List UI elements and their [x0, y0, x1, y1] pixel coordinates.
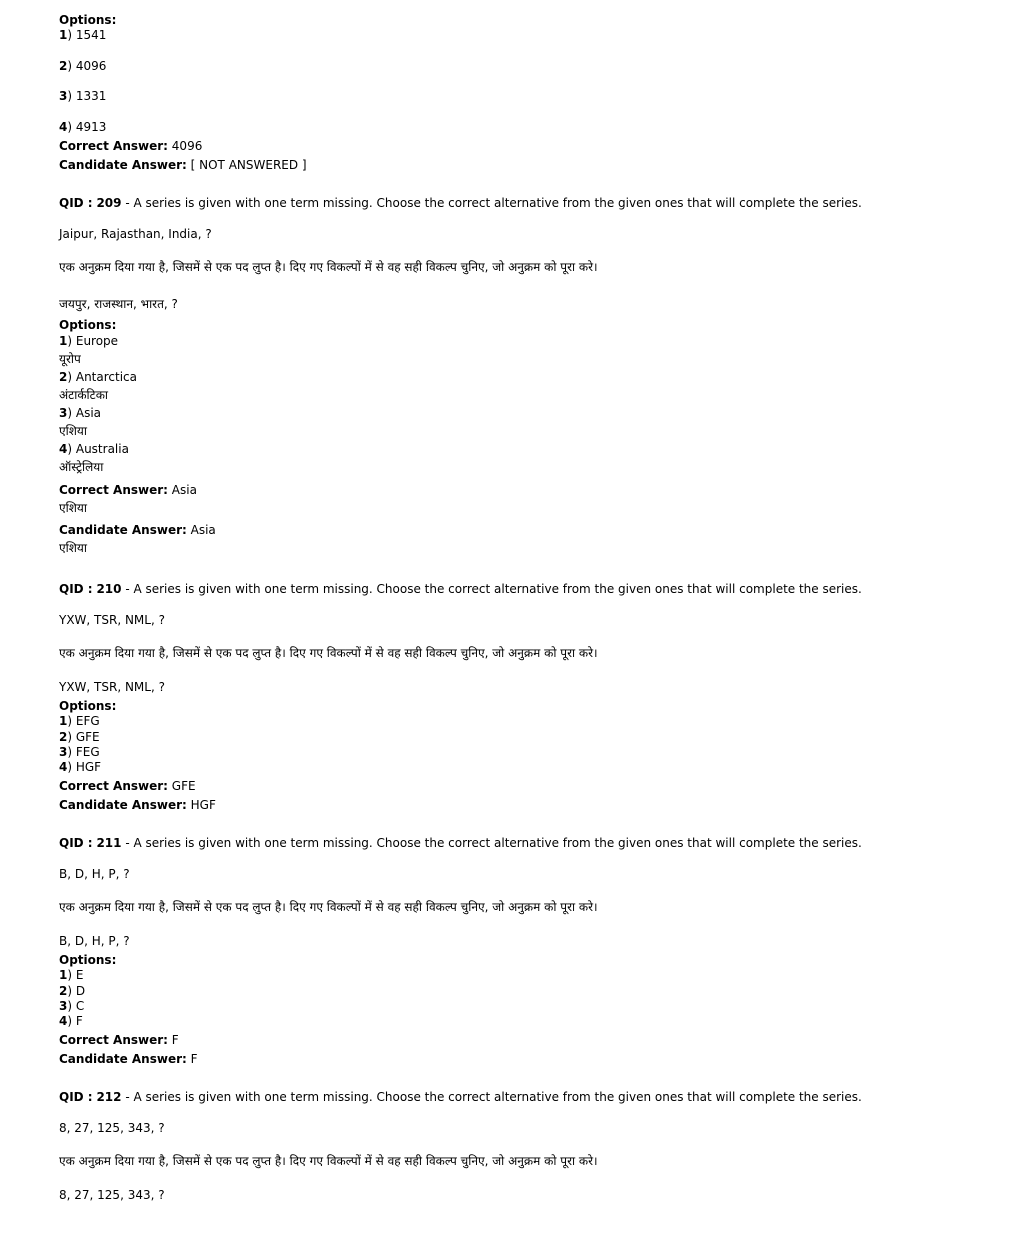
correct-answer-label: Correct Answer:	[59, 483, 168, 497]
correct-answer-value: GFE	[171, 779, 196, 793]
option-text: C	[75, 999, 85, 1013]
option-text: 1541	[75, 28, 107, 42]
option-text-hi: यूरोप	[59, 352, 81, 366]
correct-answer	[59, 483, 197, 498]
series-en: B, D, H, P, ?	[59, 867, 130, 881]
qid-number: 212	[96, 1090, 122, 1104]
options-label: Options:	[59, 953, 117, 967]
option-text: FEG	[75, 745, 100, 759]
option-item: 3) FEG	[59, 745, 100, 759]
option-number: 1	[59, 714, 68, 728]
candidate-answer	[59, 523, 216, 538]
series-en: YXW, TSR, NML, ?	[59, 613, 165, 627]
option-text: GFE	[75, 730, 100, 744]
option-item: 4) HGF	[59, 760, 102, 774]
candidate-answer-value: F	[190, 1052, 198, 1066]
option-item: 2) D	[59, 984, 86, 998]
options-label: Options:	[59, 13, 117, 27]
correct-answer-value: 4096	[171, 139, 203, 153]
option-number: 2	[59, 730, 68, 744]
options-label: Options:	[59, 699, 117, 713]
option-number: 4	[59, 120, 68, 134]
candidate-answer-label: Candidate Answer:	[59, 1052, 187, 1066]
candidate-answer-value: Asia	[190, 523, 216, 537]
question-heading	[59, 1090, 862, 1105]
option-item: 3) C	[59, 999, 85, 1013]
option-number: 2	[59, 370, 68, 384]
candidate-answer	[59, 158, 307, 173]
option-number: 3	[59, 999, 68, 1013]
candidate-answer	[59, 798, 216, 813]
qid-number: 211	[96, 836, 122, 850]
option-number: 1	[59, 28, 68, 42]
option-text: HGF	[75, 760, 102, 774]
series-en: Jaipur, Rajasthan, India, ?	[59, 227, 212, 241]
question-text-hi: एक अनुक्रम दिया गया है, जिसमें से एक पद लुप्त है। दिए गए विकल्पों में से वह सही विकल्प चुनिए, जो अनुक्रम को पूरा करे।	[59, 260, 598, 274]
option-text-hi: एशिया	[59, 424, 87, 438]
option-item: 1) EFG	[59, 714, 100, 728]
option-text: F	[75, 1014, 83, 1028]
candidate-answer-label: Candidate Answer:	[59, 523, 187, 537]
candidate-answer	[59, 1052, 198, 1067]
option-text: Australia	[75, 442, 129, 456]
option-item: 4) 4913	[59, 120, 107, 134]
option-item: 2) 4096	[59, 59, 107, 73]
question-text: A series is given with one term missing. Choose the correct alternative from the given ones that will complete the series.	[133, 582, 862, 596]
option-item: 3) 1331	[59, 89, 107, 103]
option-text: 1331	[75, 89, 107, 103]
option-number: 2	[59, 984, 68, 998]
candidate-answer-label: Candidate Answer:	[59, 798, 187, 812]
option-item: 3) Asia	[59, 406, 102, 420]
option-item: 1) Europe	[59, 334, 119, 348]
option-text: Asia	[75, 406, 102, 420]
option-item: 4) F	[59, 1014, 83, 1028]
question-heading	[59, 582, 862, 597]
correct-answer-value: Asia	[171, 483, 197, 497]
correct-answer	[59, 1033, 179, 1048]
correct-answer-label: Correct Answer:	[59, 779, 168, 793]
correct-answer	[59, 139, 202, 154]
option-item: 2) GFE	[59, 730, 100, 744]
qid-label: QID :	[59, 196, 93, 210]
candidate-answer-value: [ NOT ANSWERED ]	[190, 158, 307, 172]
option-number: 4	[59, 442, 68, 456]
option-text-hi: ऑस्ट्रेलिया	[59, 460, 104, 474]
option-text-hi: अंटार्कटिका	[59, 388, 109, 402]
correct-answer-label: Correct Answer:	[59, 1033, 168, 1047]
option-item: 1) E	[59, 968, 84, 982]
qid-label: QID :	[59, 836, 93, 850]
qid-label: QID :	[59, 1090, 93, 1104]
candidate-answer-value: HGF	[190, 798, 216, 812]
qid-number: 209	[96, 196, 122, 210]
option-number: 4	[59, 760, 68, 774]
question-text: A series is given with one term missing. Choose the correct alternative from the given ones that will complete the series.	[133, 836, 862, 850]
series-hi: B, D, H, P, ?	[59, 934, 130, 948]
options-label: Options:	[59, 318, 117, 332]
qid-separator: -	[121, 196, 134, 210]
correct-answer-hi: एशिया	[59, 501, 87, 515]
option-number: 3	[59, 406, 68, 420]
option-item: 4) Australia	[59, 442, 129, 456]
candidate-answer-hi: एशिया	[59, 541, 87, 555]
correct-answer	[59, 779, 196, 794]
series-hi: 8, 27, 125, 343, ?	[59, 1188, 165, 1202]
option-number: 1	[59, 968, 68, 982]
candidate-answer-label: Candidate Answer:	[59, 158, 187, 172]
option-text: EFG	[75, 714, 100, 728]
series-en: 8, 27, 125, 343, ?	[59, 1121, 165, 1135]
question-text-hi: एक अनुक्रम दिया गया है, जिसमें से एक पद लुप्त है। दिए गए विकल्पों में से वह सही विकल्प चुनिए, जो अनुक्रम को पूरा करे।	[59, 900, 598, 914]
correct-answer-label: Correct Answer:	[59, 139, 168, 153]
qid-separator: -	[121, 836, 134, 850]
option-number: 1	[59, 334, 68, 348]
qid-separator: -	[121, 582, 134, 596]
option-number: 3	[59, 89, 68, 103]
series-hi: जयपुर, राजस्थान, भारत, ?	[59, 297, 178, 311]
qid-number: 210	[96, 582, 122, 596]
qid-label: QID :	[59, 582, 93, 596]
option-number: 3	[59, 745, 68, 759]
option-text: Europe	[75, 334, 119, 348]
option-text: 4096	[75, 59, 107, 73]
question-heading	[59, 836, 862, 851]
question-text: A series is given with one term missing. Choose the correct alternative from the given ones that will complete the series.	[133, 1090, 862, 1104]
option-text: D	[75, 984, 86, 998]
qid-separator: -	[121, 1090, 134, 1104]
option-text: Antarctica	[75, 370, 137, 384]
option-item: 2) Antarctica	[59, 370, 137, 384]
option-number: 2	[59, 59, 68, 73]
correct-answer-value: F	[171, 1033, 179, 1047]
option-item: 1) 1541	[59, 28, 107, 42]
option-number: 4	[59, 1014, 68, 1028]
question-text-hi: एक अनुक्रम दिया गया है, जिसमें से एक पद लुप्त है। दिए गए विकल्पों में से वह सही विकल्प चुनिए, जो अनुक्रम को पूरा करे।	[59, 1154, 598, 1168]
option-text: 4913	[75, 120, 107, 134]
question-text-hi: एक अनुक्रम दिया गया है, जिसमें से एक पद लुप्त है। दिए गए विकल्पों में से वह सही विकल्प चुनिए, जो अनुक्रम को पूरा करे।	[59, 646, 598, 660]
question-text: A series is given with one term missing. Choose the correct alternative from the given ones that will complete the series.	[133, 196, 862, 210]
question-heading	[59, 196, 862, 211]
option-text: E	[75, 968, 84, 982]
series-hi: YXW, TSR, NML, ?	[59, 680, 165, 694]
